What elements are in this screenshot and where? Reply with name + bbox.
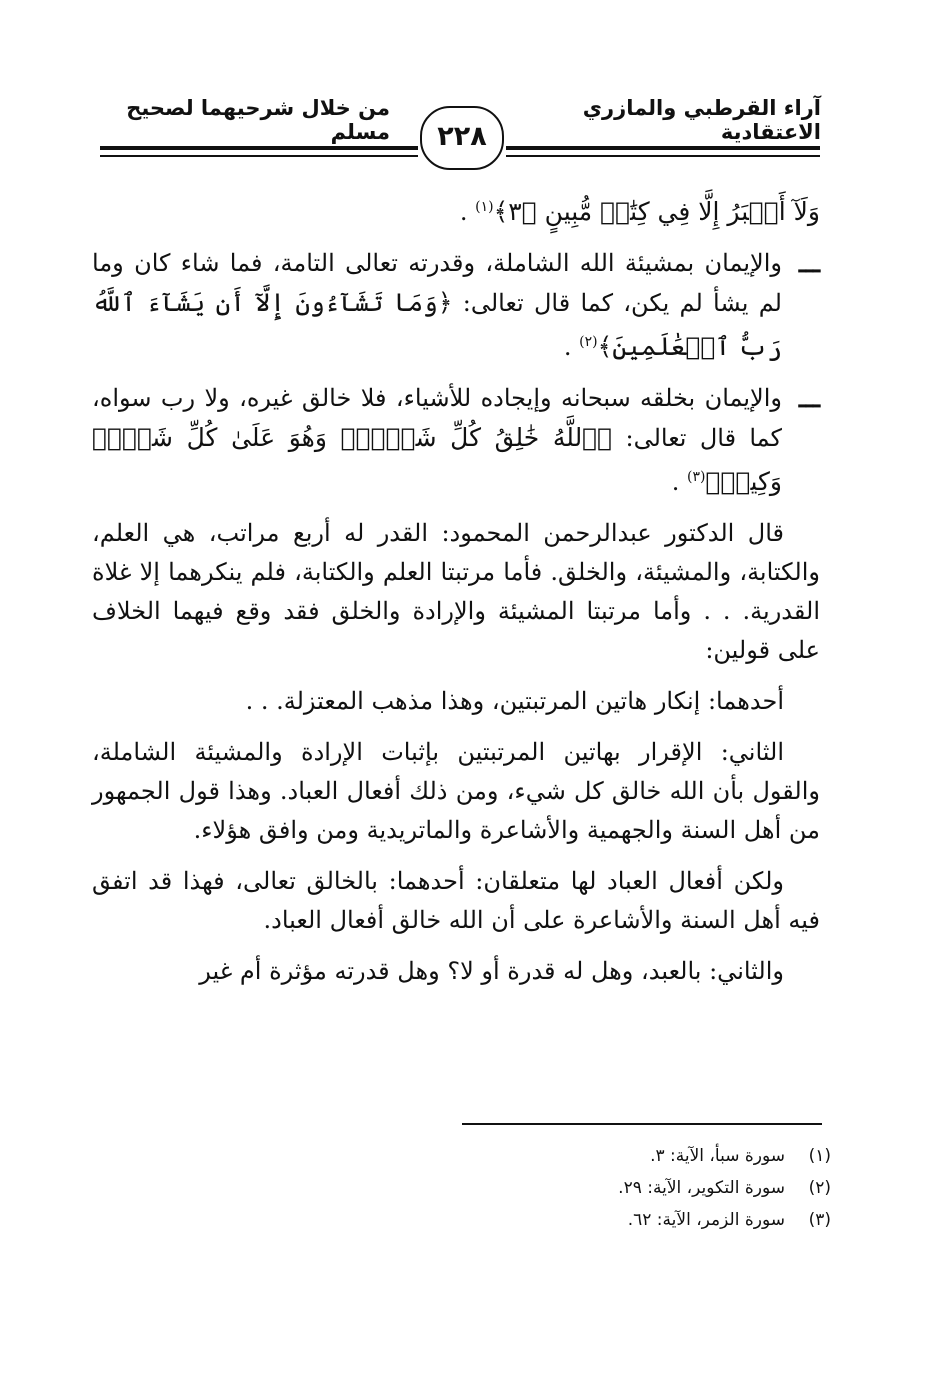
header-rule-right-thin: [506, 155, 820, 157]
paragraph: أحدهما: إنكار هاتين المرتبتين، وهذا مذهب المعتزلة. . .: [245, 687, 784, 715]
footnote-separator: [462, 1123, 822, 1125]
footnote-number: (١): [808, 1146, 831, 1166]
header-rule-left-thick: [100, 146, 418, 150]
verse-text: وَلَآ أَكۡبَرُ إِلَّا فِي كِتَٰبٖ مُّبِينٍ ﴿٣﴾: [493, 197, 820, 226]
bullet-text: والإيمان بمشيئة الله الشاملة، وقدرته تعالى التامة، فما شاء كان وما لم يشأ لم يكن، كما قال تعالى:: [92, 249, 782, 317]
dash-marker: ـــ: [798, 249, 820, 278]
footnote-text: سورة الزمر، الآية: ٦٢.: [627, 1210, 785, 1230]
bullet-item: ـــ والإيمان بخلقه سبحانه وإيجاده للأشياء، فلا خالق غيره، ولا رب سواه، كما قال تعالى: ﴿ٱللَّهُ خَٰلِقُ كُلِّ شَيۡءٖۖ وَهُوَ عَلَىٰ كُلِّ شَيۡءٖ وَكِيلٞ﴾$^{(٣)}$ .: [92, 379, 820, 502]
page-number-badge: ٢٢٨: [420, 106, 504, 170]
footnote: [471, 1172, 831, 1204]
bullet-text: والإيمان بخلقه سبحانه وإيجاده للأشياء، فلا خالق غيره، ولا رب سواه، كما قال تعالى:: [92, 384, 782, 452]
running-header-subtitle: من خلال شرحيهما لصحيح مسلم: [126, 96, 390, 144]
header-rule-left-thin: [100, 155, 418, 157]
footnote-ref: (٢): [579, 334, 598, 350]
verse-text: ﴿وَمَا تَشَآءُونَ إِلَّآ أَن يَشَآءَ ٱللَّهُ رَبُّ ٱلۡعَٰلَمِينَ﴾: [92, 288, 782, 361]
paragraph: قال الدكتور عبدالرحمن المحمود: القدر له أربع مراتب، هي العلم، والكتابة، والمشيئة، والخلق. فأما مرتبتا العلم والكتابة، فلم ينكرهما إلا غلاة القدرية. . . وأما مرتبتا المشيئة والإرادة والخلق فقد وقع فيهما الخلاف على قولين:: [92, 519, 820, 664]
footnotes: [471, 1140, 831, 1236]
footnote-number: (٢): [808, 1178, 831, 1198]
verse-continuation-line: وَلَآ أَكۡبَرُ إِلَّا فِي كِتَٰبٖ مُّبِينٍ ﴿٣﴾$^{(١)}$ .: [459, 197, 820, 226]
footnote: [471, 1204, 831, 1236]
footnote-ref: (٣): [687, 469, 706, 485]
paragraph: والثاني: بالعبد، وهل له قدرة أو لا؟ وهل قدرته مؤثرة أم غير: [199, 957, 784, 985]
body-text: [92, 188, 820, 1003]
dash-marker: ـــ: [798, 384, 820, 413]
paragraph: ولكن أفعال العباد لها متعلقان: أحدهما: بالخالق تعالى، فهذا قد اتفق فيه أهل السنة والأشاعرة على أن الله خالق أفعال العباد.: [92, 867, 820, 934]
running-header-book-title: آراء القرطبي والمازري الاعتقادية: [582, 96, 821, 144]
footnote-ref: (١): [475, 199, 494, 215]
footnote: [471, 1140, 831, 1172]
bullet-item: ـــ والإيمان بمشيئة الله الشاملة، وقدرته تعالى التامة، فما شاء كان وما لم يشأ لم يكن، كما قال تعالى: ﴿وَمَا تَشَآءُونَ إِلَّآ أَن يَشَآءَ ٱللَّهُ رَبُّ ٱلۡعَٰلَمِينَ﴾$^{(٢)}$ .: [92, 244, 820, 367]
footnote-text: سورة سبأ، الآية: ٣.: [650, 1146, 785, 1166]
footnote-number: (٣): [808, 1210, 831, 1230]
paragraph: الثاني: الإقرار بهاتين المرتبتين بإثبات الإرادة والمشيئة الشاملة، والقول بأن الله خالق كل شيء، ومن ذلك أفعال العباد. وهذا قول الجمهور من أهل السنة والجهمية والأشاعرة والماتريدية ومن وافق هؤلاء.: [92, 738, 820, 844]
verse-text: ﴿ٱللَّهُ خَٰلِقُ كُلِّ شَيۡءٖۖ وَهُوَ عَلَىٰ كُلِّ شَيۡءٖ وَكِيلٞ﴾: [92, 423, 782, 496]
header-rule-right-thick: [506, 146, 820, 150]
footnote-text: سورة التكوير، الآية: ٢٩.: [618, 1178, 785, 1198]
